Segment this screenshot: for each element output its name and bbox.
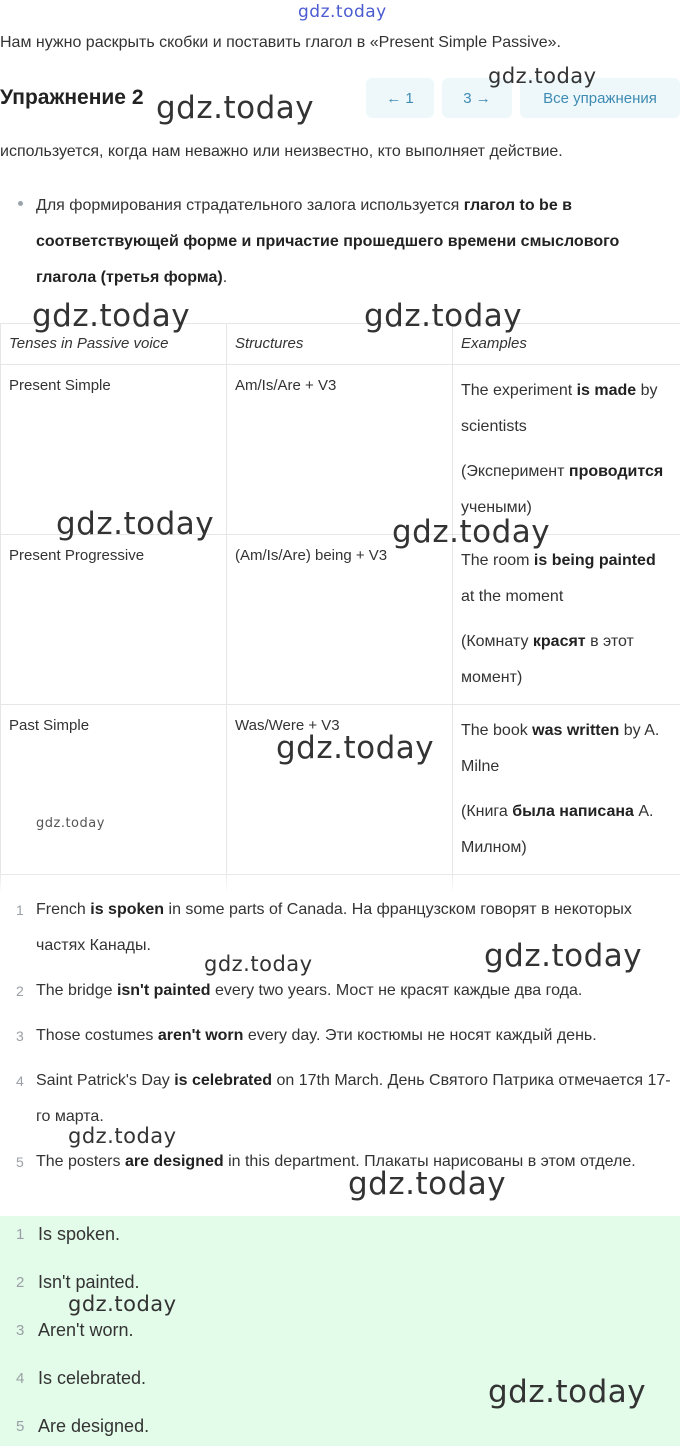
watermark: gdz.today (36, 816, 105, 831)
watermark: gdz.today (156, 90, 315, 126)
table-header-cell: Examples (453, 324, 680, 365)
watermark: gdz.today (204, 952, 313, 976)
next-exercise-label: 3 → (463, 89, 491, 107)
watermark: gdz.today (364, 298, 523, 334)
watermark: gdz.today (488, 1374, 647, 1410)
list-number: 4 (16, 1073, 24, 1089)
watermark: gdz.today (298, 2, 387, 22)
watermark: gdz.today (32, 298, 191, 334)
table-cell-structure: Was/Were + V3 (235, 717, 340, 734)
watermark: gdz.today (68, 1124, 177, 1148)
table-cell-tense: Past Simple (9, 717, 90, 734)
list-text: Those costumes aren't worn every day. Эти костюмы не носят каждый день. (36, 1027, 597, 1044)
answer-number: 2 (16, 1274, 25, 1291)
passive-description: используется, когда нам неважно или неизвестно, кто выполняет действие. (0, 143, 563, 160)
answer-number: 1 (16, 1226, 25, 1243)
table-cell-example: The room is being painted at the moment (Комнату красят в этот момент) (461, 552, 656, 686)
passive-voice-table (0, 323, 680, 891)
answer-number: 4 (16, 1370, 25, 1387)
table-cell-example: The experiment is made by scientists (Эксперимент проводится учеными) (461, 382, 664, 516)
table-cell-structure: Am/Is/Are + V3 (235, 377, 337, 394)
bullet-icon (18, 201, 23, 206)
answer-text: Is celebrated. (38, 1368, 147, 1388)
table-cell-tense: Present Simple (9, 377, 111, 394)
watermark: gdz.today (276, 730, 435, 766)
watermark: gdz.today (68, 1292, 177, 1316)
intro-text: Нам нужно раскрыть скобки и поставить глагол в «Present Simple Passive». (0, 34, 561, 51)
answer-number: 5 (16, 1418, 25, 1435)
exercise-title: Упражнение 2 (0, 86, 144, 109)
watermark: gdz.today (488, 64, 597, 88)
table-cell-tense: Present Progressive (9, 547, 145, 564)
list-text: Saint Patrick's Day is celebrated on 17th March. День Святого Патрика отмечается 17-го марта. (36, 1072, 671, 1125)
answer-text: Aren't worn. (38, 1320, 134, 1340)
passive-table-container (0, 323, 680, 891)
watermark: gdz.today (348, 1166, 507, 1202)
answer-text: Are designed. (38, 1416, 150, 1436)
table-cell-structure: (Am/Is/Are) being + V3 (235, 547, 388, 564)
answers-panel (0, 1216, 680, 1446)
watermark: gdz.today (56, 506, 215, 542)
table-cell-example: The book was written by A. Milne (Книга была написана А. Милном) (461, 722, 660, 856)
list-number: 2 (16, 983, 24, 999)
list-text: The posters are designed in this department. Плакаты нарисованы в этом отделе. (36, 1153, 636, 1170)
table-fade (0, 872, 680, 894)
answer-text: Is spoken. (38, 1224, 121, 1244)
watermark: gdz.today (484, 938, 643, 974)
watermark: gdz.today (392, 514, 551, 550)
list-number: 1 (16, 902, 24, 918)
all-exercises-label: Все упражнения (543, 89, 657, 107)
answer-text: Isn't painted. (38, 1272, 140, 1292)
answer-number: 3 (16, 1322, 25, 1339)
prev-exercise-label: ← 1 (386, 89, 414, 107)
bullet-text: Для формирования страдательного залога используется глагол to be в соответствующей форме и причастие прошедшего времени смыслового глагола (третья форма). (36, 197, 620, 286)
list-text: The bridge isn't painted every two years. Мост не красят каждые два года. (36, 982, 583, 999)
list-text: French is spoken in some parts of Canada. На французском говорят в некоторых частях Канады. (36, 901, 632, 954)
table-header-cell: Structures (227, 324, 453, 365)
list-number: 5 (16, 1154, 24, 1170)
prev-exercise-button[interactable] (366, 78, 434, 118)
table-row (1, 535, 680, 705)
table-header-cell: Tenses in Passive voice (1, 324, 227, 365)
list-number: 3 (16, 1028, 24, 1044)
